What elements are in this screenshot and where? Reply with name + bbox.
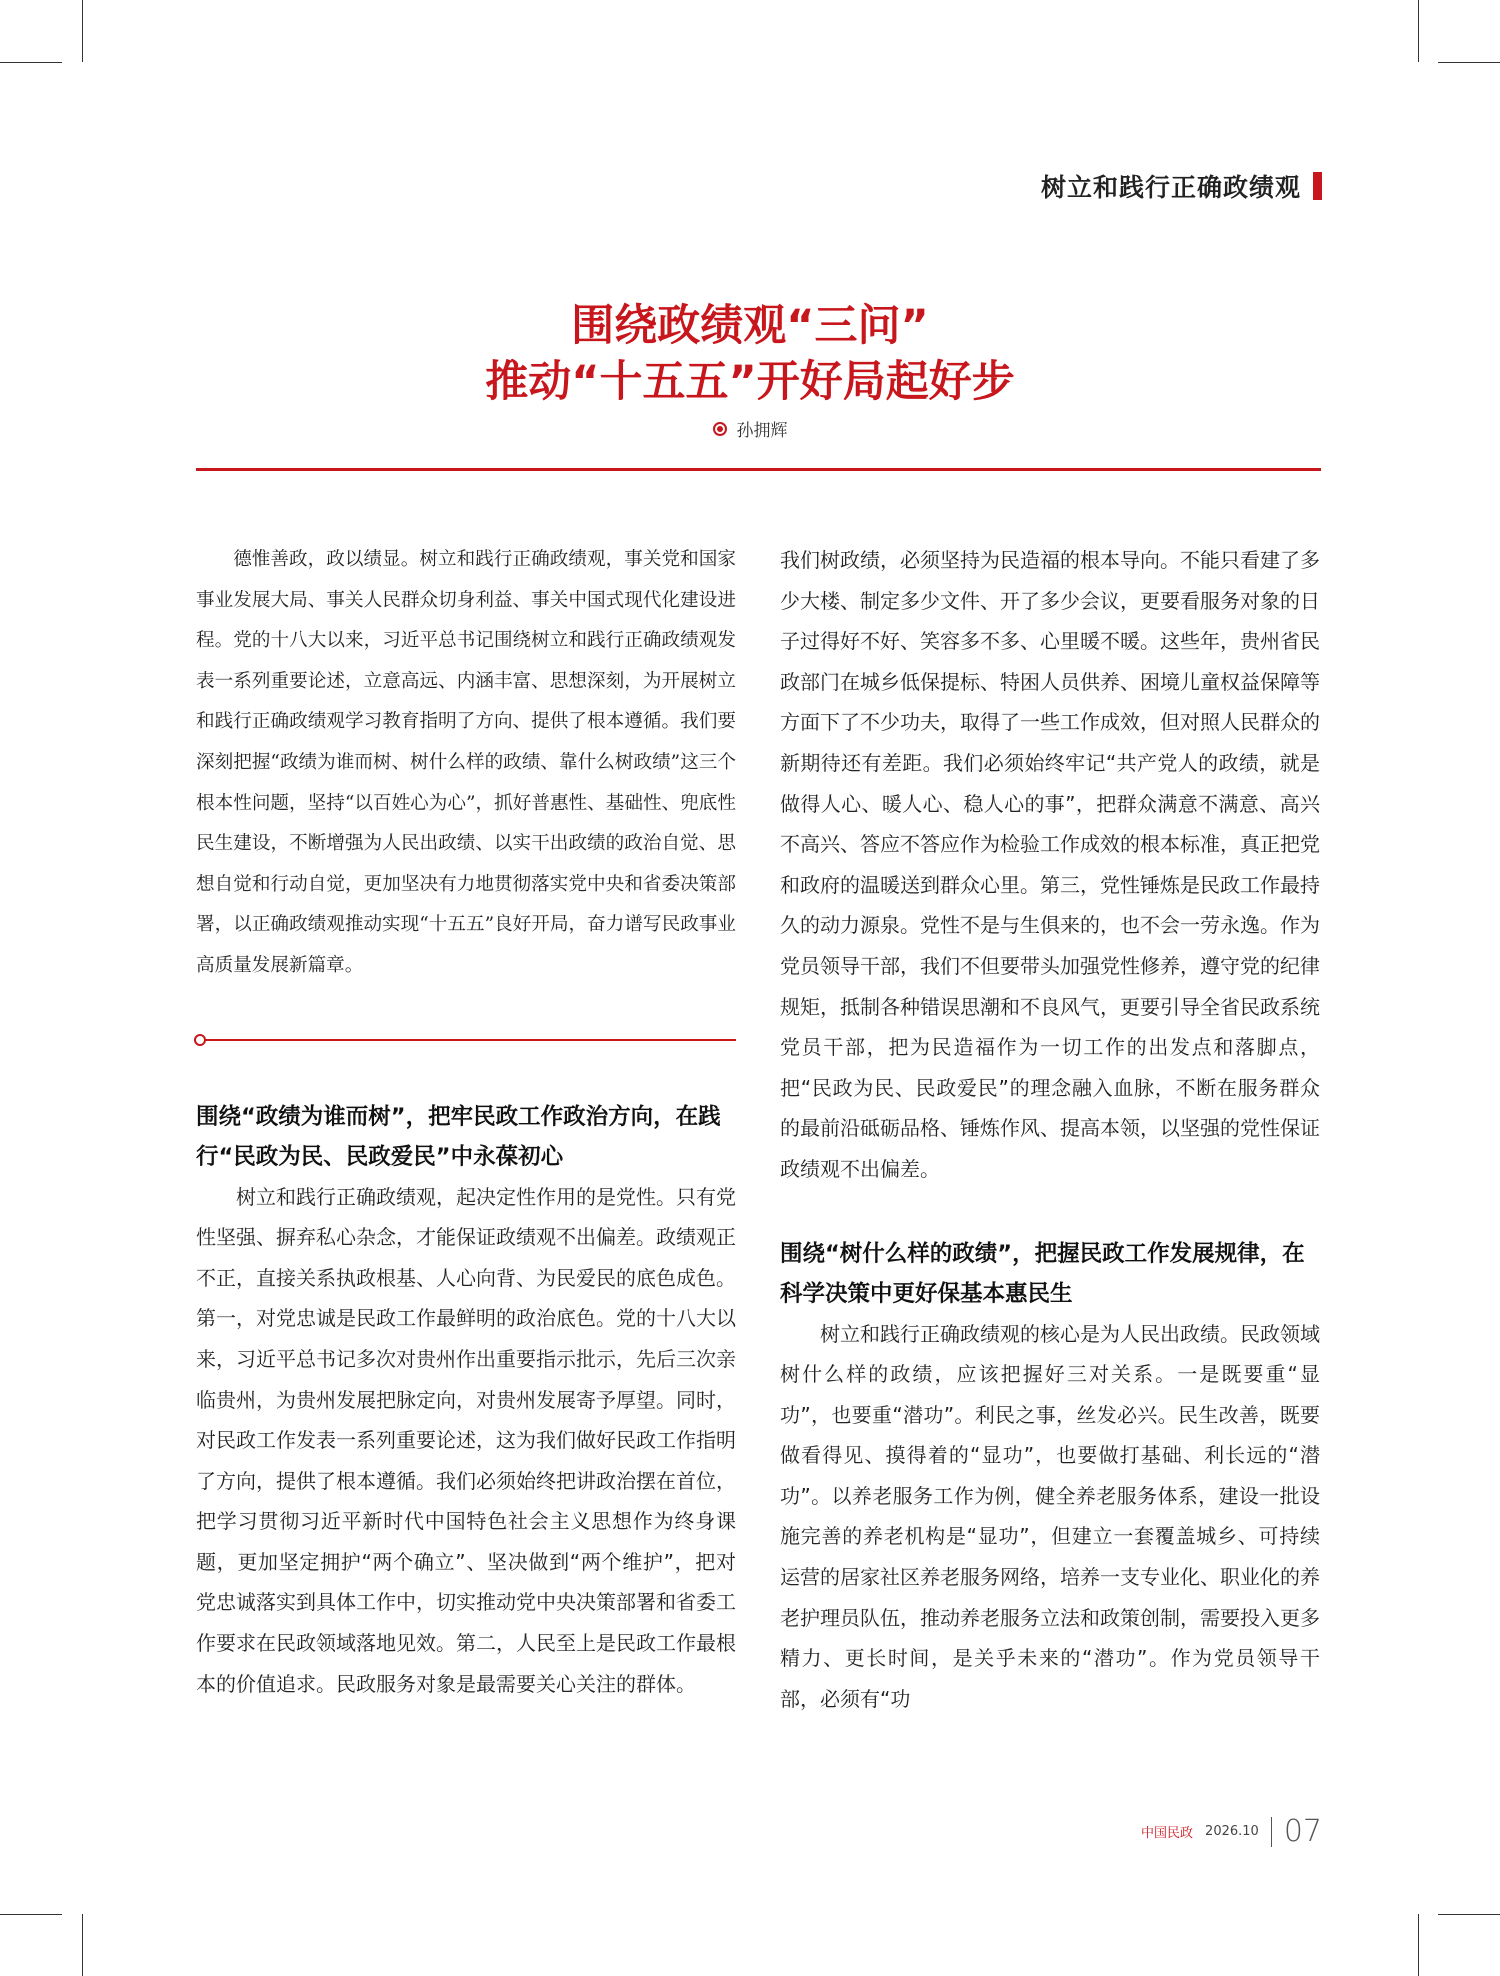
crop-mark-top-right-v [1418, 0, 1419, 62]
section1-heading: 围绕“政绩为谁而树”，把牢民政工作政治方向，在践行“民政为民、民政爱民”中永葆初心 [196, 1103, 721, 1170]
crop-mark-bottom-right-v [1418, 1914, 1419, 1976]
section-header-bar [1313, 172, 1322, 200]
article-title-line1: 围绕政绩观“三问” [571, 301, 929, 351]
bullseye-icon [713, 422, 727, 436]
footer-magazine-name: 中国民政 [1141, 1826, 1194, 1841]
left-column [196, 540, 736, 1704]
abstract-divider-dot-icon [194, 1034, 206, 1046]
footer-issue: 2026.10 [1205, 1824, 1259, 1839]
section1-body: 树立和践行正确政绩观，起决定性作用的是党性。只有党性坚强、摒弃私心杂念，才能保证政绩观不出偏差。政绩观正不正，直接关系执政根基、人心向背、为民爱民的底色成色。第一，对党忠诚是民政工作最鲜明的政治底色。党的十八大以来，习近平总书记多次对贵州作出重要指示批示，先后三次亲临贵州，为贵州发展把脉定向，对贵州发展寄予厚望。同时，对民政工作发表一系列重要论述，这为我们做好民政工作指明了方向，提供了根本遵循。我们必须始终把讲政治摆在首位，把学习贯彻习近平新时代中国特色社会主义思想作为终身课题，更加坚定拥护“两个确立”、坚决做到“两个维护”，把对党忠诚落实到具体工作中，切实推动党中央决策部署和省委工作要求在民政领域落地见效。第二，人民至上是民政工作最根本的价值追求。民政服务对象是最需要关心关注的群体。 [196, 1184, 736, 1696]
abstract: 德惟善政，政以绩显。树立和践行正确政绩观，事关党和国家事业发展大局、事关人民群众切身利益、事关中国式现代化建设进程。党的十八大以来，习近平总书记围绕树立和践行正确政绩观发表一系列重要论述，立意高远、内涵丰富、思想深刻，为开展树立和践行正确政绩观学习教育指明了方向、提供了根本遵循。我们要深刻把握“政绩为谁而树、树什么样的政绩、靠什么树政绩”这三个根本性问题，坚持“以百姓心为心”，抓好普惠性、基础性、兜底性民生建设，不断增强为人民出政绩、以实干出政绩的政治自觉、思想自觉和行动自觉，更加坚决有力地贯彻落实党中央和省委决策部署，以正确政绩观推动实现“十五五”良好开局，奋力谱写民政事业高质量发展新篇章。 [196, 549, 736, 976]
page-footer [1141, 1814, 1322, 1849]
author-name: 孙拥辉 [736, 421, 788, 441]
crop-mark-top-right-h [1438, 62, 1500, 63]
page-number: 07 [1283, 1814, 1322, 1849]
article-title-line2: 推动“十五五”开好局起好步 [485, 357, 1015, 407]
footer-separator [1271, 1817, 1272, 1847]
section-header [1041, 168, 1322, 204]
section-header-label: 树立和践行正确政绩观 [1040, 173, 1301, 202]
crop-mark-top-left-h [0, 62, 62, 63]
crop-mark-bottom-right-h [1438, 1914, 1500, 1915]
right-column [780, 540, 1320, 1719]
crop-mark-top-left-v [82, 0, 83, 62]
crop-mark-bottom-left-h [0, 1914, 62, 1915]
article-title [0, 298, 1500, 410]
section2-heading: 围绕“树什么样的政绩”，把握民政工作发展规律，在科学决策中更好保基本惠民生 [780, 1240, 1305, 1307]
title-divider [196, 468, 1321, 471]
abstract-divider [196, 1039, 736, 1041]
section1-body-continuation: 我们树政绩，必须坚持为民造福的根本导向。不能只看建了多少大楼、制定多少文件、开了多少会议，更要看服务对象的日子过得好不好、笑容多不多、心里暖不暖。这些年，贵州省民政部门在城乡低保提标、特困人员供养、困境儿童权益保障等方面下了不少功夫，取得了一些工作成效，但对照人民群众的新期待还有差距。我们必须始终牢记“共产党人的政绩，就是做得人心、暖人心、稳人心的事”，把群众满意不满意、高兴不高兴、答应不答应作为检验工作成效的根本标准，真正把党和政府的温暖送到群众心里。第三，党性锤炼是民政工作最持久的动力源泉。党性不是与生俱来的，也不会一劳永逸。作为党员领导干部，我们不但要带头加强党性修养，遵守党的纪律规矩，抵制各种错误思潮和不良风气，更要引导全省民政系统党员干部，把为民造福作为一切工作的出发点和落脚点，把“民政为民、民政爱民”的理念融入血脉，不断在服务群众的最前沿砥砺品格、锤炼作风、提高本领，以坚强的党性保证政绩观不出偏差。 [780, 548, 1320, 1181]
crop-mark-bottom-left-v [82, 1914, 83, 1976]
author-byline [0, 416, 1500, 441]
section2-body: 树立和践行正确政绩观的核心是为人民出政绩。民政领域树什么样的政绩，应该把握好三对关系。一是既要重“显功”，也要重“潜功”。利民之事，丝发必兴。民生改善，既要做看得见、摸得着的“显功”，也要做打基础、利长远的“潜功”。以养老服务工作为例，健全养老服务体系，建设一批设施完善的养老机构是“显功”，但建立一套覆盖城乡、可持续运营的居家社区养老服务网络，培养一支专业化、职业化的养老护理员队伍，推动养老服务立法和政策创制，需要投入更多精力、更长时间，是关乎未来的“潜功”。作为党员领导干部，必须有“功 [780, 1321, 1320, 1711]
